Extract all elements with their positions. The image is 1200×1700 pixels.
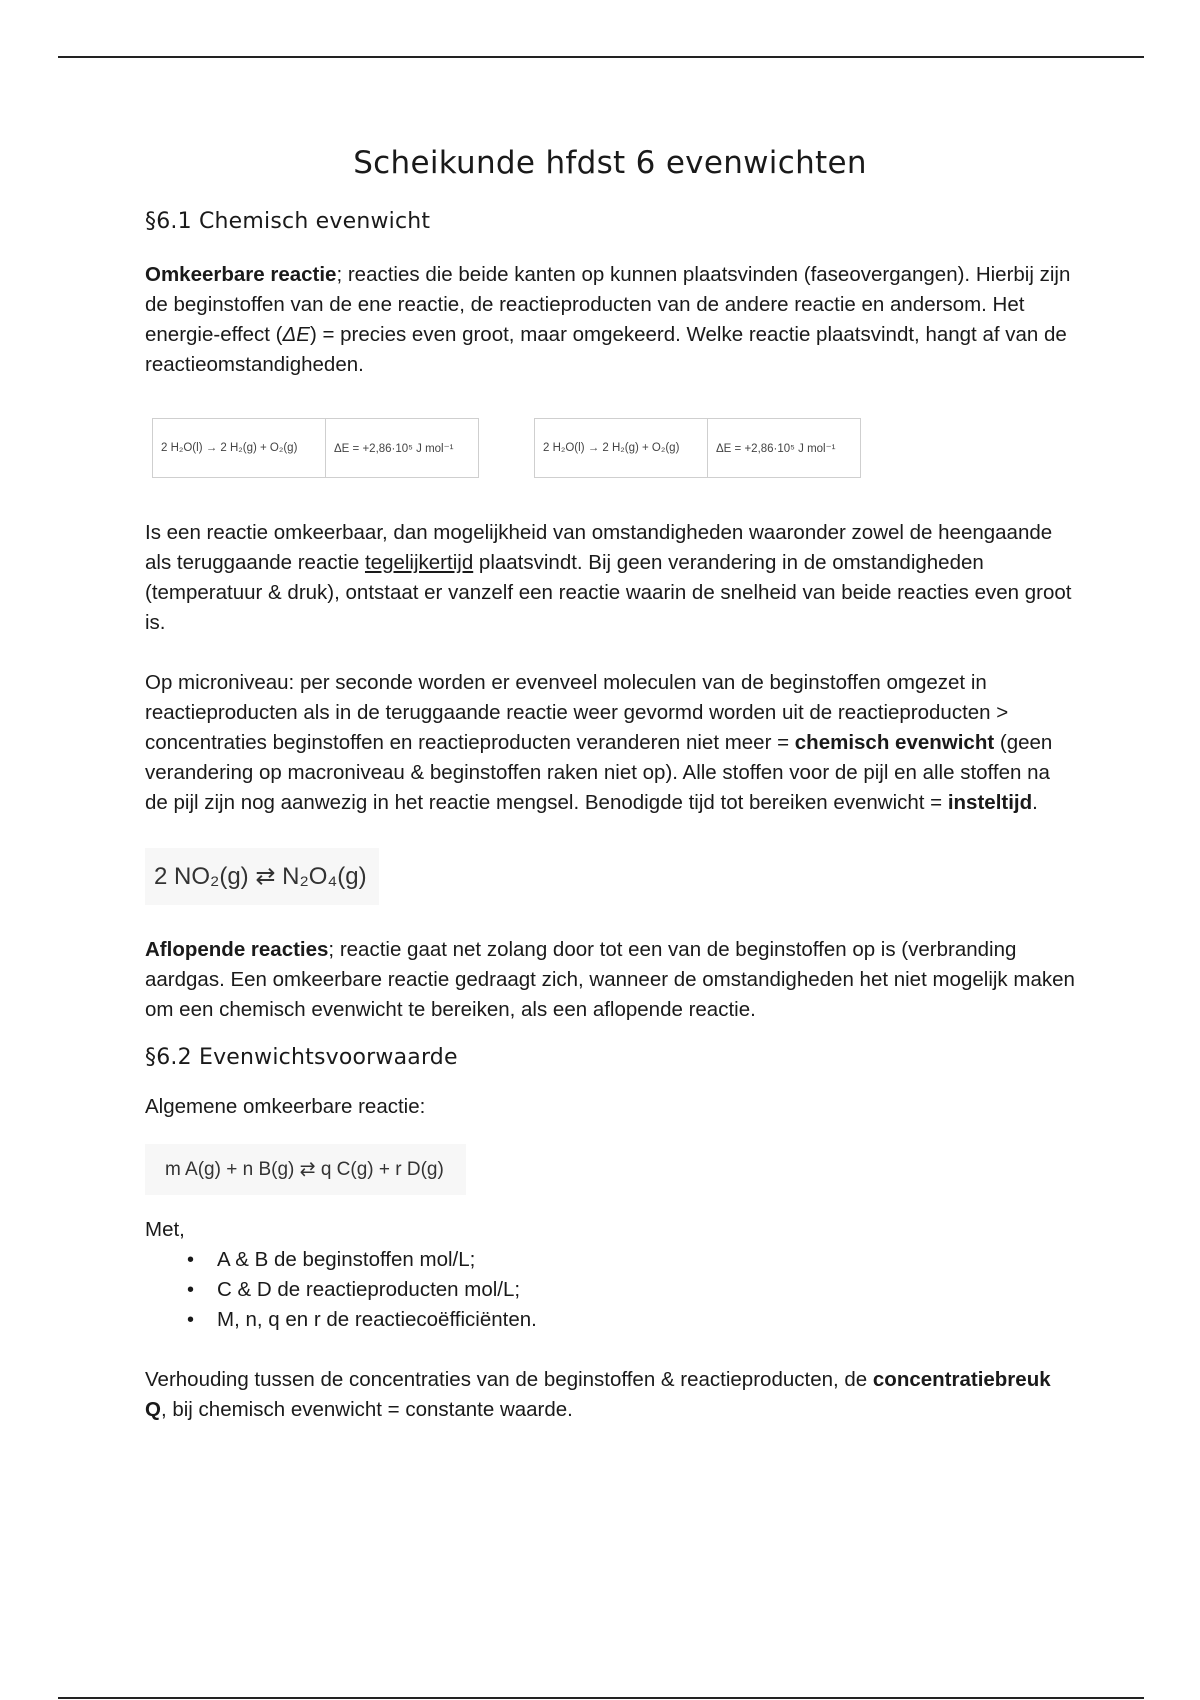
reaction-energy: ΔE = +2,86·10⁵ J mol⁻¹	[707, 419, 860, 477]
text: Op microniveau: per seconde worden er evenveel moleculen van de beginstoffen omgezet in reactieproducten als in de teruggaande reactie weer gevormd worden uit de reactieproducten > concentraties beginstoffen en reactieproducten veranderen niet meer =	[145, 671, 1009, 754]
delta-e-symbol: ΔE	[282, 323, 310, 346]
paragraph-aflopende-reacties	[145, 935, 1075, 1025]
equilibrium-equation: 2 NO₂(g) ⇄ N₂O₄(g)	[145, 848, 379, 905]
text: ; reacties die beide kanten op kunnen plaatsvinden (faseovergangen). Hierbij zijn de beginstoffen van de ene reactie, de reactieproducten van de andere reactie en andersom. Het energie-effect (	[145, 263, 1071, 346]
text: ) = precies even groot, maar omgekeerd. Welke reactie plaatsvindt, hangt af van de reactieomstandigheden.	[145, 323, 1067, 376]
text: Verhouding tussen de concentraties van de beginstoffen & reactieproducten, de	[145, 1368, 873, 1391]
document-title: Scheikunde hfdst 6 evenwichten	[353, 145, 867, 181]
paragraph-met: Met,	[145, 1218, 185, 1241]
footer-rule	[58, 1697, 1144, 1699]
reaction-equation: 2 H₂O(l) → 2 H₂(g) + O₂(g)	[161, 442, 298, 454]
reaction-table-right	[534, 418, 861, 478]
term-insteltijd: insteltijd	[947, 791, 1033, 814]
reaction-tables	[152, 418, 1075, 478]
reaction-equation: 2 H₂O(l) → 2 H₂(g) + O₂(g)	[543, 442, 680, 454]
reaction-table-left	[152, 418, 479, 478]
equilibrium-equation-image	[145, 848, 1075, 905]
paragraph-microniveau	[145, 668, 1075, 818]
general-equation-image	[145, 1144, 1075, 1195]
list-item: • C & D de reactieproducten mol/L;	[187, 1275, 1075, 1305]
text: .	[1032, 791, 1038, 814]
paragraph-omkeerbare-reactie	[145, 260, 1075, 380]
text: (geen verandering op macroniveau & beginstoffen raken niet op). Alle stoffen voor de pijl en alle stoffen na de pijl zijn nog aanwezig in het reactie mengsel. Benodigde tijd tot bereiken evenwicht =	[145, 731, 1053, 814]
term-chemisch-evenwicht: chemisch evenwicht	[794, 731, 995, 754]
text: , bij chemisch evenwicht = constante waarde.	[160, 1398, 573, 1421]
term-aflopende-reacties: Aflopende reacties	[145, 938, 329, 961]
term-omkeerbare-reactie: Omkeerbare reactie	[145, 263, 337, 286]
underlined-tegelijkertijd: tegelijkertijd	[364, 551, 474, 574]
bullet-list	[145, 1245, 1075, 1335]
text: plaatsvindt. Bij geen verandering in de omstandigheden (temperatuur & druk), ontstaat er vanzelf een reactie waarin de snelheid van beide reacties even groot is.	[145, 551, 1072, 634]
list-item: • M, n, q en r de reactiecoëfficiënten.	[187, 1305, 1075, 1335]
general-equation: m A(g) + n B(g) ⇄ q C(g) + r D(g)	[145, 1144, 466, 1195]
list-item: • A & B de beginstoffen mol/L;	[187, 1245, 1075, 1275]
paragraph-algemene-reactie: Algemene omkeerbare reactie:	[145, 1095, 426, 1118]
document-body	[145, 140, 1075, 1425]
text: Is een reactie omkeerbaar, dan mogelijkheid van omstandigheden waaronder zowel de heengaande als teruggaande reactie	[145, 521, 1053, 574]
section-heading-6-1: §6.1 Chemisch evenwicht	[145, 209, 431, 234]
reaction-energy: ΔE = +2,86·10⁵ J mol⁻¹	[325, 419, 478, 477]
paragraph-concentratiebreuk	[145, 1365, 1075, 1425]
paragraph-omkeerbaar	[145, 518, 1075, 638]
section-heading-6-2: §6.2 Evenwichtsvoorwaarde	[145, 1045, 458, 1070]
text: ; reactie gaat net zolang door tot een van de beginstoffen op is (verbranding aardgas. Een omkeerbare reactie gedraagt zich, wanneer de omstandigheden het niet mogelijk maken om een chemisch evenwicht te bereiken, als een aflopende reactie.	[145, 938, 1075, 1021]
header-rule	[58, 56, 1144, 58]
term-concentratiebreuk-q: concentratiebreuk Q	[145, 1368, 1051, 1421]
